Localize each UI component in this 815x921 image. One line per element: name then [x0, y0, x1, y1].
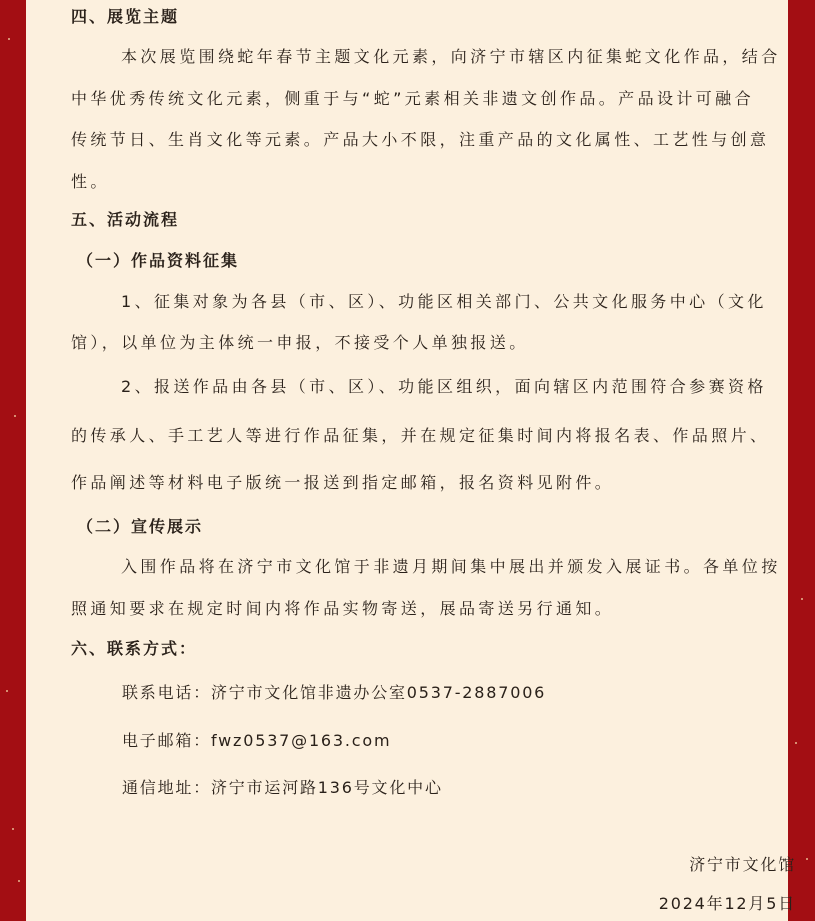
paragraph-line: 传统节日、生肖文化等元素。产品大小不限，注重产品的文化属性、工艺性与创意: [71, 130, 770, 149]
paragraph-line: 照通知要求在规定时间内将作品实物寄送，展品寄送另行通知。: [71, 599, 615, 618]
paragraph-line: 的传承人、手工艺人等进行作品征集，并在规定征集时间内将报名表、作品照片、: [71, 426, 770, 445]
signature-org: 济宁市文化馆: [689, 855, 796, 874]
section-heading-process: 五、活动流程: [71, 210, 180, 229]
paragraph-line: 1、征集对象为各县（市、区）、功能区相关部门、公共文化服务中心（文化: [121, 292, 767, 311]
paragraph-line: 作品阐述等材料电子版统一报送到指定邮箱，报名资料见附件。: [71, 473, 615, 492]
paragraph-line: 入围作品将在济宁市文化馆于非遗月期间集中展出并颁发入展证书。各单位按: [121, 557, 781, 576]
signature-date: 2024年12月5日: [658, 894, 796, 913]
paragraph-line: 中华优秀传统文化元素，侧重于与“蛇”元素相关非遗文创作品。产品设计可融合: [71, 89, 754, 108]
paragraph-line: 本次展览围绕蛇年春节主题文化元素，向济宁市辖区内征集蛇文化作品，结合: [121, 47, 781, 66]
contact-email: 电子邮箱：fwz0537@163.com: [122, 731, 392, 750]
section-heading-exhibition-theme: 四、展览主题: [71, 7, 180, 26]
section-heading-contact: 六、联系方式：: [71, 639, 198, 658]
contact-address: 通信地址：济宁市运河路136号文化中心: [122, 778, 443, 797]
subsection-heading-promotion: （二）宣传展示: [77, 517, 204, 536]
contact-phone: 联系电话：济宁市文化馆非遗办公室0537-2887006: [122, 683, 547, 702]
paragraph-line: 馆），以单位为主体统一申报，不接受个人单独报送。: [71, 333, 529, 352]
subsection-heading-collection: （一）作品资料征集: [77, 251, 240, 270]
document-page: [26, 0, 796, 921]
paragraph-line: 2、报送作品由各县（市、区）、功能区组织，面向辖区内范围符合参赛资格: [121, 377, 767, 396]
paragraph-line: 性。: [71, 172, 110, 191]
